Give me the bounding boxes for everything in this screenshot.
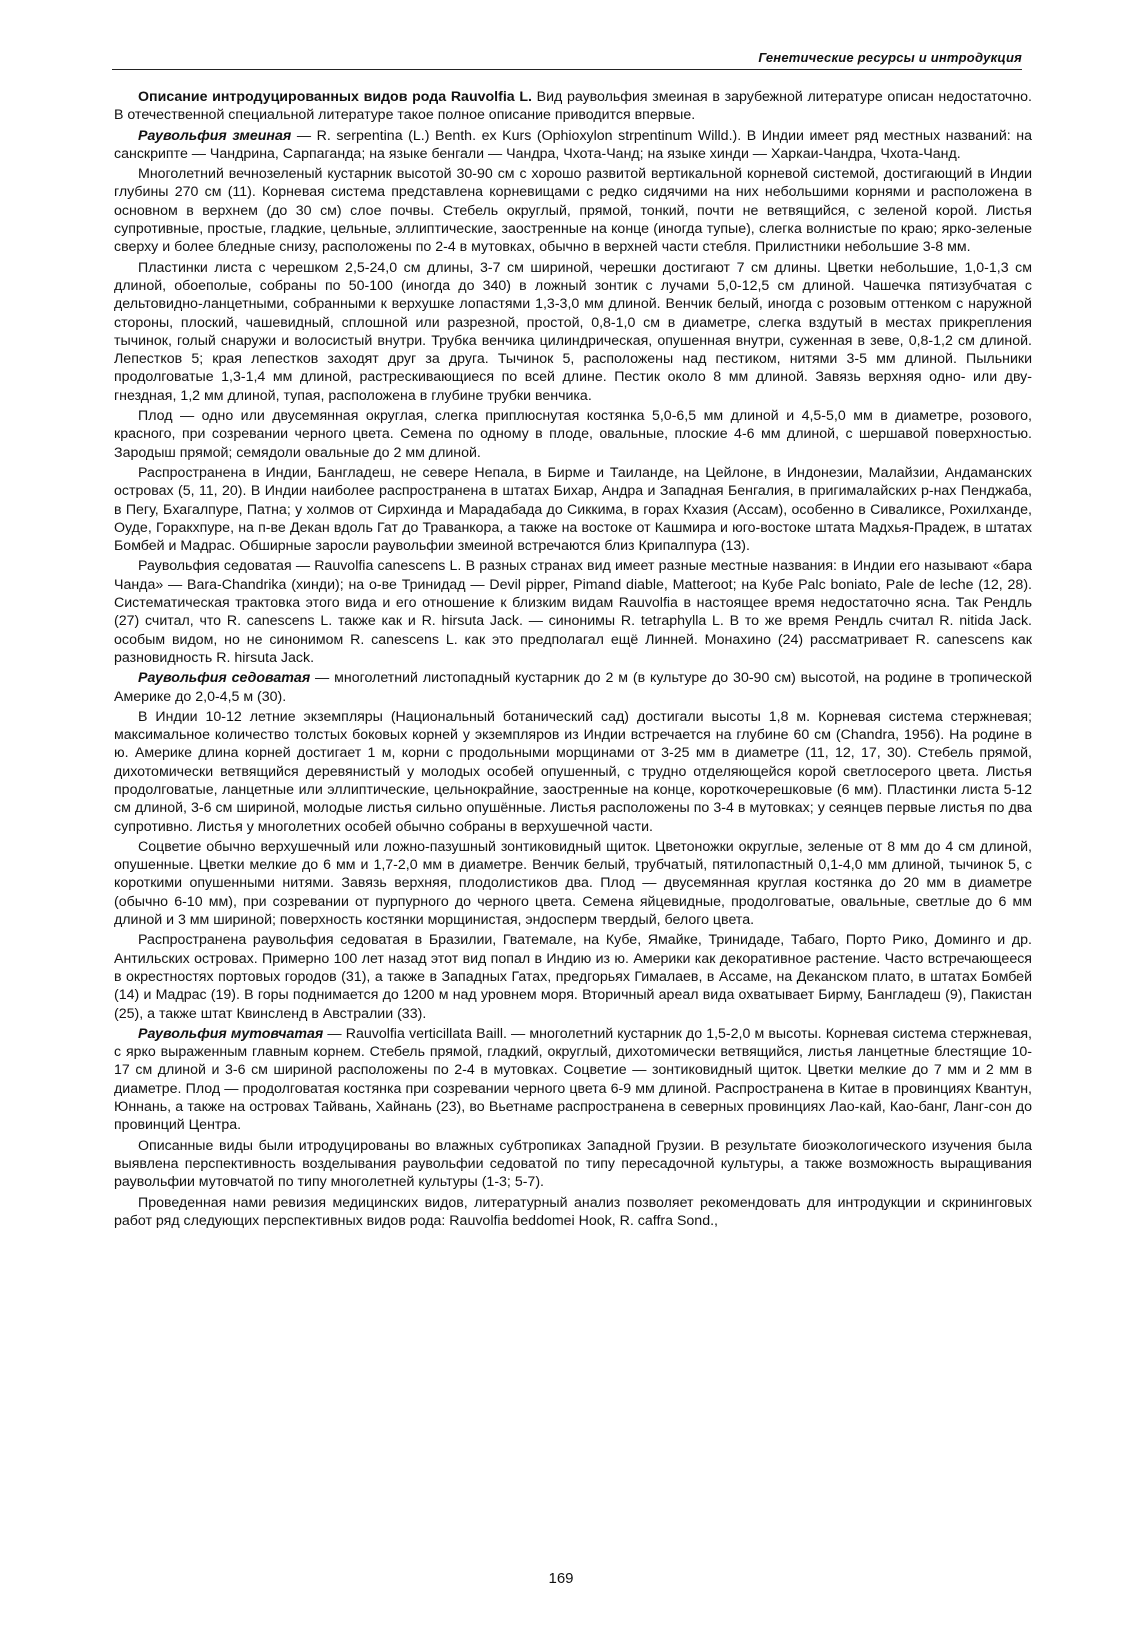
species-term: Раувольфия седоватая — [138, 670, 311, 687]
species-term: Раувольфия змеиная — [138, 127, 292, 144]
paragraph — [114, 557, 1032, 667]
paragraph — [114, 708, 1032, 836]
header-divider — [112, 69, 1022, 70]
paragraph-text: Раувольфия седоватая — Rauvolfia canescens L. В разных странах вид имеет разные местные названия: в Индии его называют «бара Чанда» — Bara-Chandrika (хинди); на о-ве Тринидад — Devil pipper, Pimand diable, Matteroot; на Кубе Palc boniato, Pale de leche (12, 28). Систематическая трактовка этого вида и его отношение к близким видам Rauvolfia в настоящее время недостаточно ясна. Так Рендль (27) считал, что R. canescens L. также как и R. hirsuta Jack. — синонимы R. tetraphylla L. В то же время Рендль считал R. nitida Jack. особым видом, но не синонимом R. canescens L. как это предполагал ещё Линней. Монахино (24) рассматривает R. canescens как разновидность R. hirsuta Jack. — [114, 558, 1032, 666]
paragraph-text: Многолетний вечнозеленый кустарник высотой 30-90 см с хорошо развитой вертикальной корневой системой, достигающий в Индии глубины 270 см (11). Корневая система представлена корневищами с редко сидячими на них небольшими корнями и расположена в основном в верхнем (до 30 см) слое почвы. Стебель округлый, прямой, тонкий, почти не ветвящийся, с зеленой корой. Листья супротивные, простые, гладкие, цельные, эллиптические, заостренные на конце (иногда тупые), слегка волнистые по краю; ярко-зеленые сверху и более бледные снизу, расположены по 2-4 в мутовках, обычно в верхней части стебля. Прилистники небольшие 3-8 мм. — [114, 166, 1032, 256]
section-lead: Описание интродуцированных видов рода Rauvolfia L. — [138, 89, 532, 105]
paragraph-text: Пластинки листа с черешком 2,5-24,0 см длины, 3-7 см шириной, черешки достигают 7 см длины. Цветки небольшие, 1,0-1,3 см длиной, обоеполые, собраны по 50-100 (иногда до 340) в ложный зонтик с лучами 5,0-12,5 см длиной. Чашечка пятизубчатая с дельтовидно-ланцетными, собранными к верхушке лопастями 1,3-3,0 мм длиной. Венчик белый, иногда с розовым оттенком с наружной стороны, плоский, чашевидный, сплошной или разрезной, простой, 0,8-1,0 см в диаметре, слегка вздутый в местах прикрепления тычинок, голый снаружи и волосистый внутри. Трубка венчика цилиндрическая, опушенная внутри, суженная в зеве, 0,8-1,2 см длиной. Лепестков 5; края лепестков заходят друг за друга. Тычинок 5, расположены над пестиком, нитями 3-5 мм длиной. Пыльники продолговатые 1,3-1,4 мм длиной, растрескивающиеся по всей длине. Пестик около 8 мм длиной. Завязь верхняя одно- или дву-гнездная, 1,2 мм длиной, тупая, расположена в глубине трубки венчика. — [114, 259, 1032, 404]
running-header: Генетические ресурсы и интродукция — [758, 50, 1022, 65]
paragraph — [114, 165, 1032, 256]
article-body — [114, 88, 1032, 1232]
paragraph-text: В Индии 10-12 летние экземпляры (Национальный ботанический сад) достигали высоты 1,8 м. Корневая система стержневая; максимальное количество толстых боковых корней у экземпляров из Индии встречается на глубине 60 см (Chandra, 1956). На родине в ю. Америке длина корней достигает 1 м, корни с продольными морщинами от 3-25 мм в диаметре (11, 12, 17, 30). Стебель прямой, дихотомически ветвящийся деревянистый у молодых особей опушенный, с трудно отделяющейся корой светлосерого цвета. Листья продолговатые, ланцетные или эллиптические, цельнокрайние, заостренные на конце, короткочерешковые (6 мм). Пластинки листа 5-12 см длиной, 3-6 см шириной, молодые листья сильно опушённые. Листья расположены по 3-4 в мутовках; у сеянцев первые листья по два супротивно. Листья у многолетних особей обычно собраны в верхушечной части. — [114, 708, 1032, 835]
paragraph-text: Вид раувольфия змеиная в зарубежной литературе описан недостаточно. В отечественной специальной литературе такое полное описание приводится впервые. — [114, 89, 1032, 124]
paragraph — [114, 669, 1032, 706]
paragraph — [114, 838, 1032, 929]
paragraph-text: Плод — одно или двусемянная округлая, слегка приплюснутая костянка 5,0-6,5 мм длиной и 4,5-5,0 мм в диаметре, розового, красного, при созревании черного цвета. Семена по одному в плоде, овальные, плоские 4-6 мм длиной, с шершавой поверхностью. Зародыш прямой; семядоли овальные до 2 мм длиной. — [114, 408, 1032, 461]
paragraph — [114, 1025, 1032, 1135]
paragraph-text: Соцветие обычно верхушечный или ложно-пазушный зонтиковидный щиток. Цветоножки округлые, зеленые от 8 мм до 4 см длиной, опушенные. Цветки мелкие до 6 мм и 1,7-2,0 мм в диаметре. Венчик белый, трубчатый, пятилопастный 0,1-4,0 мм длиной, тычинок 5, с короткими опушенными нитями. Завязь верхняя, плодолистиков два. Плод — двусемянная круглая костянка до 20 мм в диаметре (обычно 6-10 мм), при созревании от пурпурного до черного цвета. Семена яйцевидные, продолговатые, овальные, светлые до 6 мм длиной и 3 мм шириной; поверхность костянки морщинистая, эндосперм твердый, белого цвета. — [114, 838, 1032, 929]
paragraph-text: Проведенная нами ревизия медицинских видов, литературный анализ позволяет рекомендовать для интродукции и скрининговых работ ряд следующих перспективных видов рода: Rauvolfia beddomei Hook, R. caffra Sond., — [114, 1194, 1032, 1229]
paragraph — [114, 1137, 1032, 1192]
paragraph — [114, 259, 1032, 405]
paragraph-text: — многолетний листопадный кустарник до 2 м (в культуре до 30-90 см) высотой, на родине в тропической Америке до 2,0-4,5 м (30). — [114, 670, 1032, 705]
paragraph-text: Описанные виды были итродуцированы во влажных субтропиках Западной Грузии. В результате биоэкологического изучения была выявлена перспективность возделывания раувольфии седоватой по типу пересадочной культуры, а также возможность выращивания раувольфии мутовчатой по типу многолетней культуры (1-3; 5-7). — [114, 1137, 1032, 1191]
paragraph-text: Распространена в Индии, Бангладеш, не севере Непала, в Бирме и Таиланде, на Цейлоне, в Индонезии, Малайзии, Андаманских островах (5, 11, 20). В Индии наиболее распространена в штатах Бихар, Андра и Западная Бенгалия, в пригималайских р-нах Пенджаба, в Пегу, Бхагалпуре, Патна; у холмов от Сирхинда и Марадабада до Сиккима, в горах Кхазия (Ассам), особенно в Сиваликсе, Рохилханде, Оуде, Горакхпуре, на п-ве Декан вдоль Гат до Траванкора, а также на востоке от Кашмира и юго-востоке штата Мадхья-Прадеж, в штатах Бомбей и Мадрас. Обширные заросли раувольфии змеиной встречаются близ Крипалпура (13). — [114, 464, 1032, 555]
paragraph-text: — R. serpentina (L.) Benth. ex Kurs (Ophioxylon strpentinum Willd.). В Индии имеет ряд местных названий: на санскрипте — Чандрина, Сарпаганда; на языке бенгали — Чандра, Чхота-Чанд; на языке хинди — Харкаи-Чандра, Чхота-Чанд. — [114, 127, 1032, 162]
paragraph — [114, 931, 1032, 1022]
species-term: Раувольфия мутовчатая — [138, 1025, 324, 1042]
paragraph — [114, 1194, 1032, 1231]
paragraph-text: Распространена раувольфия седоватая в Бразилии, Гватемале, на Кубе, Ямайке, Тринидаде, Табаго, Порто Рико, Доминго и др. Антильских островах. Примерно 100 лет назад этот вид попал в Индию из ю. Америки как декоративное растение. Часто встречающееся в окрестностях портовых городов (31), а также в Западных Гатах, предгорьях Гималаев, в Ассаме, на Деканском плато, в штатах Бомбей (14) и Мадрас (19). В горы поднимается до 1200 м над уровнем моря. Вторичный ареал вида охватывает Бирму, Бангладеш (9), Пакистан (25), а также штат Квинсленд в Австралии (33). — [114, 932, 1032, 1022]
paragraph — [114, 464, 1032, 555]
page-number: 169 — [548, 1570, 574, 1587]
paragraph-text: — Rauvolfia verticillata Baill. — многолетний кустарник до 1,5-2,0 м высоты. Корневая система стержневая, с ярко выраженным главным корнем. Стебель прямой, гладкий, округлый, дихотомически ветвящийся, листья ланцетные блестящие 10-17 см длиной и 3-6 см шириной расположены по 2-4 в мутовках. Соцветие — зонтиковидный щиток. Цветки мелкие до 7 мм и 2 мм в диаметре. Плод — продолговатая костянка при созревании черного цвета 6-9 мм длиной. Распространена в Китае в провинциях Квантун, Юннань, а также на островах Тайвань, Хайнань (23), во Вьетнаме распространена в северных провинциях Лао-кай, Као-банг, Ланг-сон до провинций Центра. — [114, 1025, 1032, 1134]
paragraph — [114, 407, 1032, 462]
paragraph — [114, 88, 1032, 125]
paragraph — [114, 127, 1032, 164]
